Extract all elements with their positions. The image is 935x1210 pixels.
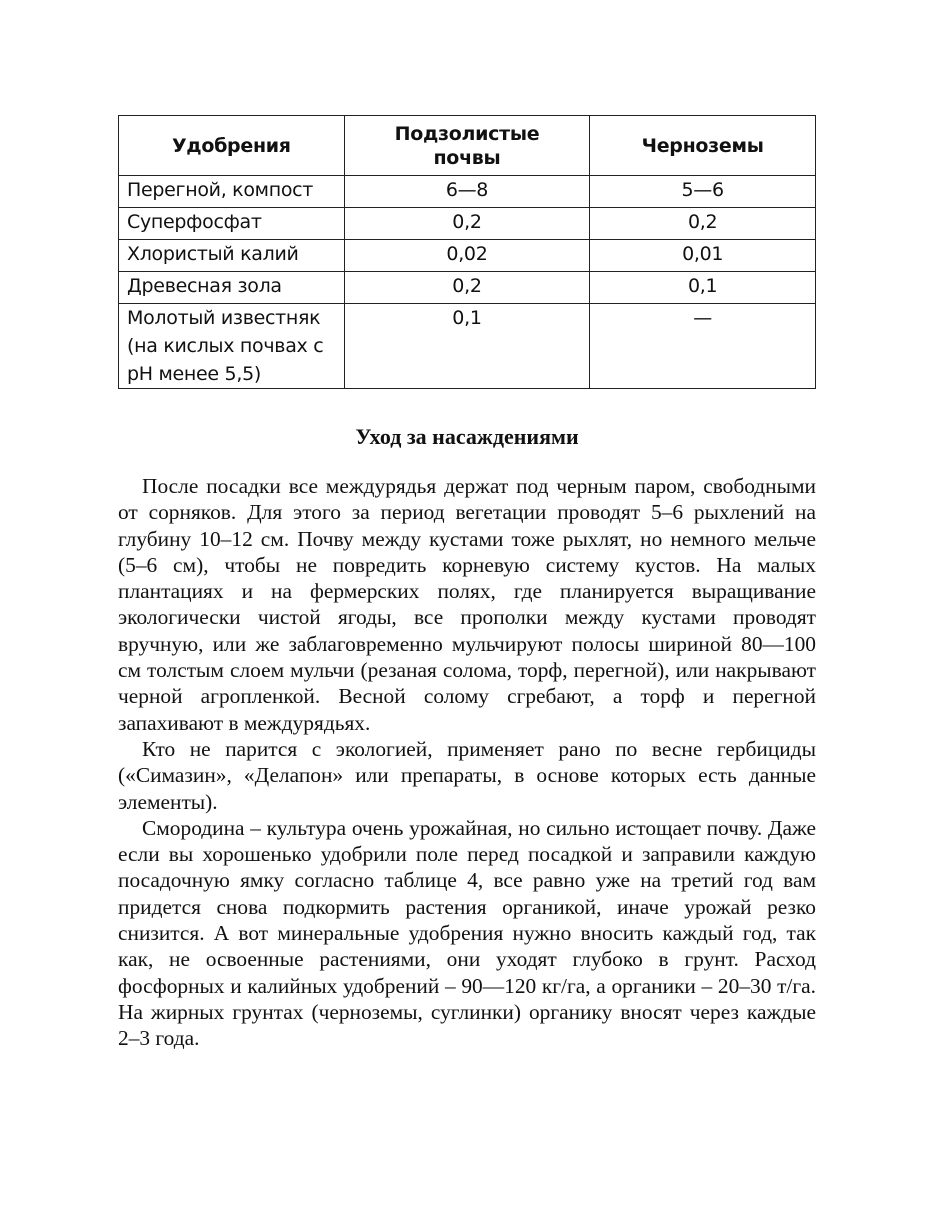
paragraph: Смородина – культура очень урожайная, но сильно истощает почву. Даже если вы хорошенько удобрили поле перед посадкой и заправили каждую посадочную ямку согласно таблице 4, все равно уже на третий год вам придется снова подкормить растения органикой, иначе урожай резко снизится. А вот минеральные удобрения нужно вносить каждый год, так как, не освоенные растениями, они уходят глубоко в грунт. Расход фосфорных и калийных удобрений – 90—120 кг/га, а органики – 20–30 т/га. На жирных грунтах (черноземы, суглинки) органику вносят через каждые 2–3 года. [118,815,816,1051]
row-fertilizer-name: Перегной, компост [119,176,345,208]
table-row [119,176,816,208]
row-podzol-value: 0,02 [344,240,590,272]
row-chernozem-value: 0,01 [590,240,816,272]
header-fertilizers: Удобрения [119,116,345,176]
row-fertilizer-name: Суперфосфат [119,208,345,240]
row-fertilizer-name: Древесная зола [119,272,345,304]
row-fertilizer-name: Хлористый калий [119,240,345,272]
section-title: Уход за насаждениями [355,424,579,449]
table-header-row [119,116,816,176]
body-text [118,473,816,1052]
document-page [118,115,816,1052]
paragraph: После посадки все междурядья держат под черным паром, свободными от сорняков. Для этого за период вегетации проводят 5–6 рыхлений на глубину 10–12 см. Почву между кустами тоже рыхлят, но немного мельче (5–6 см), чтобы не повредить корневую систему кустов. На малых плантациях и на фермерских полях, где планируется выращивание экологически чистой ягоды, все прополки между кустами проводят вручную, или же заблаговременно мульчируют полосы шириной 80—100 см толстым слоем мульчи (резаная солома, торф, перегной), или накрывают черной агропленкой. Весной солому сгребают, а торф и перегной запахивают в междурядьях. [118,474,816,735]
row-podzol-value: 0,2 [344,272,590,304]
paragraph: Кто не парится с экологией, применяет рано по весне гербициды («Симазин», «Делапон» или препараты, в основе которых есть данные элементы). [118,736,816,814]
table-row [119,240,816,272]
row-fertilizer-name: Молотый известняк (на кислых почвах с pH менее 5,5) [119,304,345,389]
row-chernozem-value: 0,1 [590,272,816,304]
row-chernozem-value: — [590,304,816,389]
table-row [119,208,816,240]
fertilizer-table [118,115,816,389]
table-row [119,272,816,304]
row-podzol-value: 6—8 [344,176,590,208]
header-podzolic-soils: Подзолистые почвы [344,116,590,176]
header-chernozems: Черноземы [590,116,816,176]
table-row [119,304,816,389]
row-chernozem-value: 5—6 [590,176,816,208]
row-podzol-value: 0,1 [344,304,590,389]
row-chernozem-value: 0,2 [590,208,816,240]
row-podzol-value: 0,2 [344,208,590,240]
